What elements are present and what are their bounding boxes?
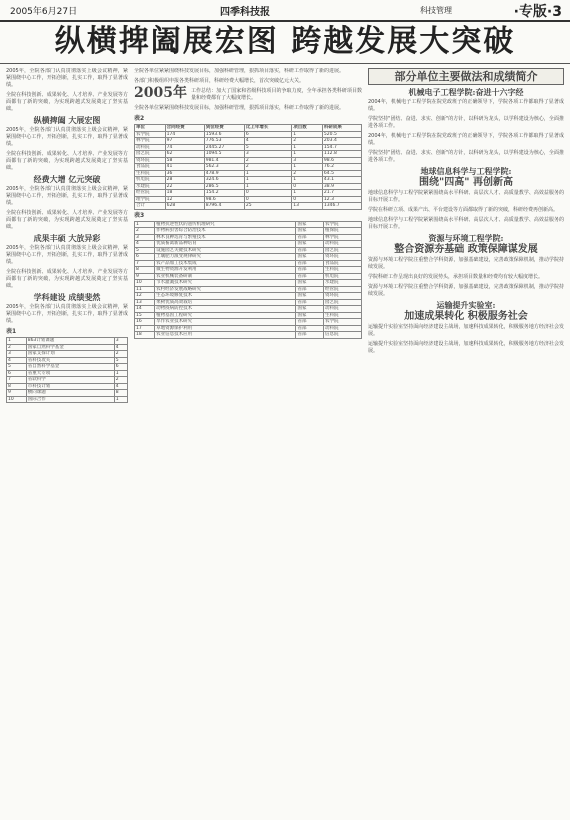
unit2-para-2: 学院在科研立项、成果产出、平台建设等方面都取得了新的突破，科研经费再创新高。: [368, 207, 559, 213]
table-row: 7 农产品加工技术集成 省部 食品院: [135, 260, 362, 267]
masthead: [0, 0, 570, 22]
table3-caption: 表3: [134, 211, 145, 219]
right-column: [368, 68, 564, 814]
table-row: 11 农村经济发展战略研究 省部 经管院: [135, 286, 362, 293]
unit4-para-1: 运输提升实验室坚持面向经济建设主战场，加速科技成果转化，积极服务地方经济社会发展。: [368, 324, 564, 337]
table-row: 15 植物基因工程研究 国家 生科院: [135, 312, 362, 319]
left-para-9: 2005年，全院各部门认真贯彻落实上级会议精神，紧紧围绕中心工作，开拓创新，扎实工作，取得了显著成绩。: [6, 304, 128, 324]
page-badge: ·专版·3: [513, 4, 562, 20]
table-row: 合计 628 8796.4 25 13 1346.7: [135, 203, 362, 210]
mid-para-2: 各部门积极组织申报各类科研项目，科研经费大幅增长，首次突破亿元大关。: [134, 78, 305, 84]
left-column: [6, 68, 128, 814]
table-row: 8 市科技计划 4: [7, 383, 128, 390]
left-para-6: 全院在科技创新、成果转化、人才培养、产业发展等方面都有了新的突破，为实现跨越式发展奠定了坚实基础。: [6, 210, 128, 230]
table-row: 食品院 41 562.3 2 1 76.2: [135, 164, 362, 171]
table-row: 4 省科技攻关 5: [7, 357, 128, 364]
unit4-para-2: 运输提升实验室坚持面向经济建设主战场，加速科技成果转化，积极服务地方经济社会发展。: [368, 341, 564, 354]
unit1-para-1: 2004年，机械电子工程学院在院党政班子的正确领导下，学院各项工作都取得了显著成绩。: [368, 99, 564, 112]
table-row: 5 省自然科学基金 6: [7, 364, 128, 371]
mid-para-3: 全院各单位紧紧围绕科技发展目标，加强科研管理，狠抓项目落实，科研工作取得了新的进展。: [134, 105, 345, 111]
left-para-2: 全院在科技创新、成果转化、人才培养、产业发展等方面都有了新的突破，为实现跨越式发展奠定了坚实基础。: [6, 92, 128, 112]
section-name: 科技管理: [420, 6, 452, 15]
table-row: 12 生态环境修复技术 国家 资环院: [135, 293, 362, 300]
unit1-para-3: 2004年，机械电子工程学院在院党政班子的正确领导下，学院各项工作都取得了显著成绩。: [368, 133, 564, 146]
paper-name: 四季科技报: [220, 7, 270, 18]
left-para-5: 2005年，全院各部门认真贯彻落实上级会议精神，紧紧围绕中心工作，开拓创新，扎实工作，取得了显著成绩。: [6, 186, 128, 206]
issue-date: 2005年6月27日: [10, 7, 78, 17]
table-row: 5 设施园艺关键技术研究 省部 园艺院: [135, 247, 362, 254]
table-row: 经管院 18 154.2 0 1 21.7: [135, 190, 362, 197]
left-para-4: 全院在科技创新、成果转化、人才培养、产业发展等方面都有了新的突破，为实现跨越式发展奠定了坚实基础。: [6, 151, 128, 171]
left-subhead-1: 纵横捭阖 大展宏图: [33, 115, 101, 125]
table-row: 4 优质畜禽新品种培育 国家 动科院: [135, 241, 362, 248]
table-row: 水建院 22 286.5 1 0 38.9: [135, 183, 362, 190]
table-row: 16 旱作农业技术研究 省部 农学院: [135, 319, 362, 326]
unit1-title: 机械电子工程学院:奋进十六字经: [408, 87, 524, 97]
left-subhead-2: 经费大增 亿元突破: [33, 174, 101, 184]
unit2-para-3: 地球信息科学与工程学院紧紧围绕高水平科研、高层次人才、高质量教学、高效益服务的目标开展工作。: [368, 217, 564, 230]
headline-rule: [0, 63, 570, 64]
table-row: 3 国家支撑计划 2: [7, 351, 128, 358]
mid-para-1: 全院各单位紧紧围绕科技发展目标，加强科研管理，狠抓项目落实，科研工作取得了新的进展。: [134, 68, 345, 74]
table-row: 资环院 58 981.4 2 3 98.6: [135, 157, 362, 164]
left-para-1: 2005年，全院各部门认真贯彻落实上级会议精神，紧紧围绕中心工作，开拓创新，扎实工作，取得了显著成绩。: [6, 68, 128, 88]
table-row: 理学院 12 98.6 0 0 12.3: [135, 196, 362, 203]
left-para-8: 全院在科技创新、成果转化、人才培养、产业发展等方面都有了新的突破，为实现跨越式发展奠定了坚实基础。: [6, 269, 128, 289]
table-row: 2 作物病虫害综合防治技术 国家 植保院: [135, 228, 362, 235]
left-para-3: 2005年，全院各部门认真贯彻落实上级会议精神，紧紧围绕中心工作，开拓创新，扎实工作，取得了显著成绩。: [6, 127, 128, 147]
table-header-row: 单位 合同经费 到位经费 比上年增长 项目数 科研成果: [135, 125, 362, 132]
left-para-7: 2005年，全院各部门认真贯彻落实上级会议精神，紧紧围绕中心工作，开拓创新，扎实工作，取得了显著成绩。: [6, 245, 128, 265]
table-row: 园艺院 62 1094.5 3 1 112.8: [135, 151, 362, 158]
unit4-subtitle: 加速成果转化 积极服务社会: [404, 311, 528, 322]
table-row: 17 草地资源保护利用 省部 动科院: [135, 325, 362, 332]
table-row: 2 国家自然科学基金 4: [7, 344, 128, 351]
unit1-para-2: 学院坚持"团结、奋进、求实、创新"的方针，以科研为龙头，以学科建设为核心，全面推进各项工作。: [368, 116, 564, 129]
units-box-title: 部分单位主要做法和成绩简介: [368, 68, 564, 85]
headline: 纵横捭阖展宏图 跨越发展大突破: [54, 24, 516, 59]
unit1-para-4: 学院坚持"团结、奋进、求实、创新"的方针，以科研为龙头，以学科建设为核心，全面推进各项工作。: [368, 150, 564, 163]
table3: [134, 221, 362, 339]
unit3-para-2: 学院科研工作呈现出良好的发展势头，承担项目数量和经费均有较大幅度增长。: [368, 274, 544, 280]
table-row: 动科院 74 2445.27 5 1 154.7: [135, 144, 362, 151]
table-row: 3 林木良种选育与繁殖技术 省部 林学院: [135, 234, 362, 241]
unit2-para-1: 地球信息科学与工程学院紧紧围绕高水平科研、高层次人才、高质量教学、高效益服务的目标开展工作。: [368, 190, 564, 203]
year-paragraph: 工作总结：加大了国家和省级科技项目的争取力度，全年承担各类科研项目数量和经费都有了大幅度增长。: [190, 88, 362, 101]
year-label: 2005年: [134, 85, 187, 101]
table-row: 7 省软科学 2: [7, 377, 128, 384]
table-row: 8 微生物资源开发利用 省部 生科院: [135, 267, 362, 274]
unit4-title: 运输提升实验室:: [436, 300, 496, 310]
table-row: 1 863计划课题 3: [7, 338, 128, 345]
table-row: 林学院 97 776.53 4 2 203.4: [135, 138, 362, 145]
unit2-subtitle: 围绕"四高" 再创新高: [419, 177, 513, 188]
table2: [134, 124, 362, 210]
unit3-para-1: 资源与环境工程学院注重整合学科资源，加强基础建设，完善政策保障机制，推动学院持续发展。: [368, 257, 564, 270]
table-row: 6 省重大专项 1: [7, 370, 128, 377]
table-row: 机电院 28 324.6 1 1 43.1: [135, 177, 362, 184]
table1-caption: 表1: [6, 328, 17, 335]
table-row: 14 动物疫病防控技术 国家 动科院: [135, 306, 362, 313]
unit2-title: 地球信息科学与工程学院:: [420, 166, 512, 176]
unit3-subtitle: 整合资源夯基础 政策保障谋发展: [394, 244, 538, 255]
table-row: 10 国际合作 1: [7, 396, 128, 403]
left-subhead-3: 成果丰硕 大放异彩: [33, 233, 101, 243]
table-row: 9 横向课题 8: [7, 390, 128, 397]
table-row: 9 农业机械装备研制 省部 机电院: [135, 273, 362, 280]
unit3-para-3: 资源与环境工程学院注重整合学科资源，加强基础建设，完善政策保障机制，推动学院持续发展。: [368, 284, 564, 297]
table1: [6, 337, 128, 403]
table-row: 生科院 36 478.9 1 2 64.5: [135, 170, 362, 177]
unit3-title: 资源与环境工程学院:: [428, 233, 504, 243]
table-row: 18 农业信息技术应用 省部 信息院: [135, 332, 362, 339]
table-row: 6 土壤肥力演变规律研究 国家 资环院: [135, 254, 362, 261]
table2-caption: 表2: [134, 115, 145, 122]
table-row: 10 节水灌溉技术研究 国家 水建院: [135, 280, 362, 287]
left-subhead-4: 学科建设 成绩斐然: [33, 292, 101, 302]
table-row: 1 植物抗逆性状的遗传机理研究 国家 农学院: [135, 221, 362, 228]
table-row: 农学院 174 1593.6 6 1 520.5: [135, 131, 362, 138]
middle-column: [134, 68, 362, 814]
table-row: 13 果树优质高效栽培 省部 园艺院: [135, 299, 362, 306]
